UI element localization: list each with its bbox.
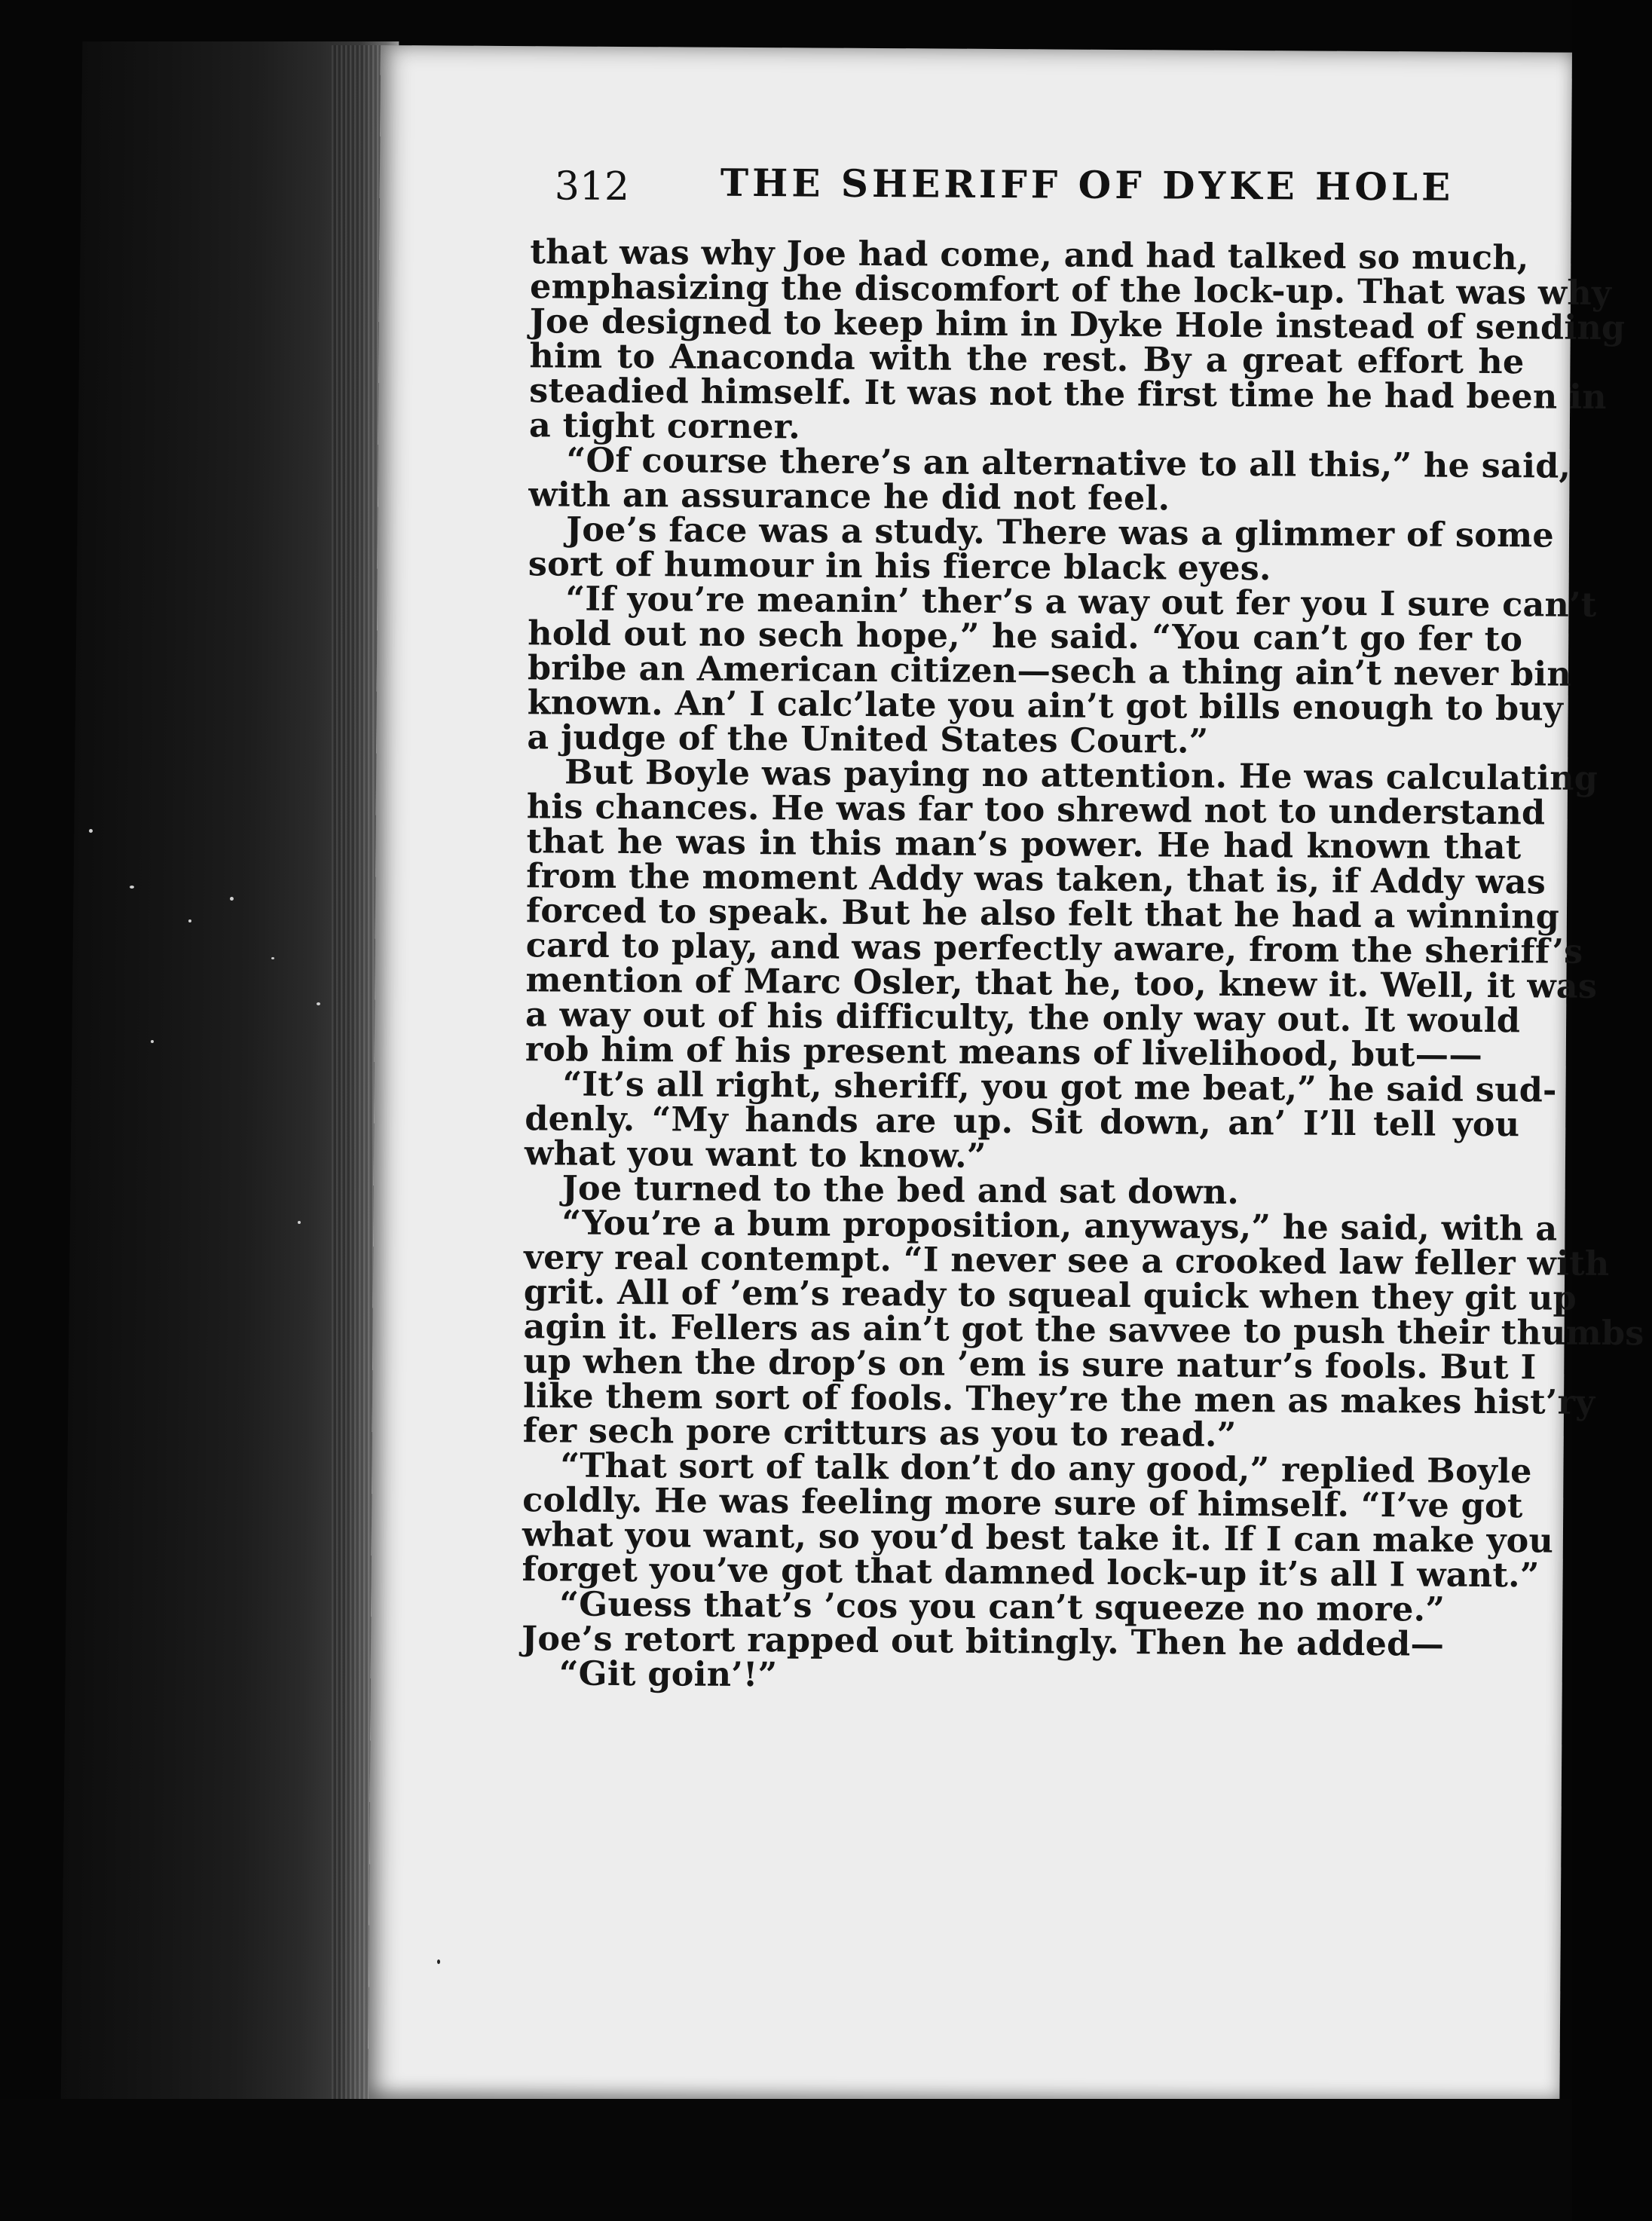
- dust-speck: [271, 957, 274, 959]
- dust-speck: [230, 897, 234, 901]
- text-line: “You’re a bum proposition, anyways,” he said, with a: [561, 1203, 1558, 1249]
- text-line: a judge of the United States Court.”: [527, 717, 1209, 761]
- text-line: “Of course there’s an alternative to all this,” he said,: [566, 440, 1571, 486]
- text-line: sort of humour in his fierce black eyes.: [528, 544, 1271, 589]
- page-header: [555, 159, 1534, 225]
- text-line: mention of Marc Osler, that he, too, knew it. Well, it was: [525, 960, 1598, 1006]
- book-page: [368, 45, 1644, 2106]
- text-line: But Boyle was paying no attention. He was calculating: [564, 752, 1598, 798]
- text-line: “If you’re meanin’ ther’s a way out fer you I sure can’t: [565, 579, 1597, 625]
- text-line: “Guess that’s ’cos you can’t squeeze no more.”: [559, 1584, 1446, 1629]
- dust-speck: [130, 886, 134, 889]
- text-line: known. An’ I calc’late you ain’t got bills enough to buy: [527, 683, 1564, 729]
- text-line: that was why Joe had come, and had talked so much,: [530, 232, 1529, 278]
- text-line: what you want to know.”: [524, 1133, 987, 1176]
- dust-speck: [151, 1040, 154, 1043]
- text-line: up when the drop’s on ’em is sure natur’s fools. But I: [523, 1341, 1537, 1387]
- text-line: agin it. Fellers as ain’t got the savvee to push their thumbs: [523, 1307, 1644, 1354]
- text-line: his chances. He was far too shrewd not to understand: [526, 787, 1546, 833]
- text-line: a tight corner.: [528, 405, 801, 447]
- text-line: “That sort of talk don’t do any good,” replied Boyle: [560, 1445, 1532, 1491]
- text-line: Joe designed to keep him in Dyke Hole instead of sending: [529, 301, 1626, 348]
- text-line: card to play, and was perfectly aware, from the sheriff’s: [525, 925, 1583, 971]
- running-title: THE SHERIFF OF DYKE HOLE: [720, 160, 1455, 210]
- text-line: Joe turned to the bed and sat down.: [561, 1168, 1240, 1212]
- dust-speck: [188, 919, 191, 922]
- text-line: coldly. He was feeling more sure of himself. “I’ve got: [522, 1480, 1523, 1526]
- text-line: fer sech pore critturs as you to read.”: [522, 1411, 1237, 1455]
- text-line: “It’s all right, sheriff, you got me beat,” he said sud-: [562, 1064, 1557, 1110]
- text-line: a way out of his difficulty, the only way out. It would: [525, 995, 1521, 1041]
- text-line: Joe’s retort rapped out bitingly. Then he added—: [521, 1619, 1445, 1664]
- text-line: him to Anaconda with the rest. By a great effort he: [529, 336, 1525, 382]
- dust-speck: [89, 829, 93, 833]
- text-line: from the moment Addy was taken, that is, if Addy was: [526, 856, 1546, 902]
- text-line: grit. All of ’em’s ready to squeal quick when they git up: [523, 1272, 1577, 1318]
- text-line: emphasizing the discomfort of the lock-up. That was why: [529, 267, 1612, 313]
- text-line: “Git goin’!”: [558, 1654, 778, 1695]
- text-line: very real contempt. “I never see a crooked law feller with: [524, 1237, 1610, 1283]
- text-line: with an assurance he did not feel.: [528, 475, 1170, 519]
- text-line: hold out no sech hope,” he said. “You can’t go fer to: [528, 613, 1523, 659]
- dust-speck: [437, 1959, 440, 1964]
- scan-background: [0, 2099, 1572, 2221]
- text-line: what you want, so you’d best take it. If I can make you: [522, 1515, 1554, 1561]
- text-line: denly. “My hands are up. Sit down, an’ I’ll tell you: [525, 1099, 1520, 1145]
- body-text: [521, 232, 1644, 1696]
- dust-speck: [298, 1221, 301, 1224]
- text-line: Joe’s face was a study. There was a glimmer of some: [565, 509, 1555, 555]
- page-number: 312: [554, 164, 630, 210]
- text-line: rob him of his present means of livelihood, but——: [525, 1029, 1483, 1075]
- text-line: like them sort of fools. They’re the men as makes hist’ry: [522, 1376, 1595, 1422]
- text-line: forget you’ve got that damned lock-up it’s all I want.”: [522, 1549, 1540, 1595]
- text-line: forced to speak. But he also felt that he had a winning: [525, 891, 1560, 937]
- dust-speck: [317, 1002, 320, 1005]
- text-line: steadied himself. It was not the first time he had been in: [529, 371, 1607, 417]
- text-line: that he was in this man’s power. He had known that: [526, 821, 1522, 867]
- text-line: bribe an American citizen—sech a thing ain’t never bin: [527, 648, 1572, 694]
